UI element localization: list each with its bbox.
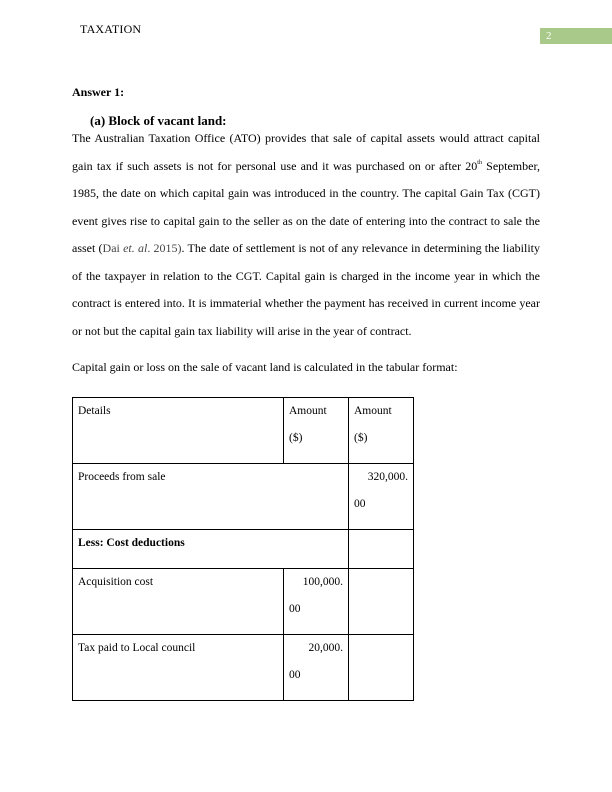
table-intro: Capital gain or loss on the sale of vacant land is calculated in the tabular format:	[72, 360, 458, 374]
table-row	[73, 530, 414, 569]
acquisition-value	[284, 569, 349, 635]
proceeds-value	[349, 464, 414, 530]
tax-paid-label: Tax paid to Local council	[73, 635, 284, 701]
tax-paid-value	[284, 635, 349, 701]
citation-year: . 2015)	[147, 241, 182, 255]
table-row	[73, 635, 414, 701]
capital-gain-table	[72, 397, 414, 701]
acquisition-empty-cell	[349, 569, 414, 635]
page-number-badge: 2	[540, 28, 612, 44]
section-heading: (a) Block of vacant land:	[90, 113, 227, 128]
table-header-row	[73, 398, 414, 464]
table-row	[73, 464, 414, 530]
header-details: Details	[73, 398, 284, 464]
proceeds-label: Proceeds from sale	[73, 464, 349, 530]
less-empty-cell	[349, 530, 414, 569]
acquisition-value-line1: 100,000.	[302, 576, 343, 588]
tax-paid-value-line2: 00	[289, 669, 301, 681]
tax-paid-empty-cell	[349, 635, 414, 701]
proceeds-value-line1: 320,000.	[367, 471, 408, 483]
acquisition-label: Acquisition cost	[73, 569, 284, 635]
citation-author: Dai	[102, 241, 124, 255]
header-amount-2-label: Amount	[354, 405, 392, 417]
acquisition-value-line2: 00	[289, 603, 301, 615]
table-row	[73, 569, 414, 635]
paragraph-text-1: The Australian Taxation Office (ATO) provides that sale of capital assets would attract capital gain tax if such assets is not for personal use and it was purchased on or after 20	[72, 131, 540, 173]
header-amount-1-unit: ($)	[289, 432, 303, 444]
paragraph-text-3: . The date of settlement is not of any relevance in determining the liability of the taxpayer in relation to the CGT. Capital gain is charged in the income year in which the contract is entered into. It is immaterial whether the payment has received in current income year or not but the capital gain tax liability will arise in the year of contract.	[72, 241, 541, 338]
citation	[103, 241, 182, 255]
citation-etal: et. al	[123, 241, 148, 255]
header-amount-1	[284, 398, 349, 464]
tax-paid-value-line1: 20,000.	[308, 642, 343, 654]
body-paragraph	[72, 125, 540, 345]
paragraph-text-2: September, 1985, the date on which capital gain was introduced in the country. The capital Gain Tax (CGT) event gives rise to capital gain to the seller as on the date of entering into the contract to sale the asset (	[72, 158, 540, 255]
header-amount-1-label: Amount	[289, 405, 327, 417]
less-cost-deductions-label: Less: Cost deductions	[73, 530, 349, 569]
proceeds-value-line2: 00	[354, 498, 366, 510]
header-amount-2-unit: ($)	[354, 432, 368, 444]
header-amount-2	[349, 398, 414, 464]
answer-heading: Answer 1:	[72, 85, 125, 99]
running-header: TAXATION	[80, 22, 142, 36]
ordinal-suffix: th	[477, 159, 482, 166]
